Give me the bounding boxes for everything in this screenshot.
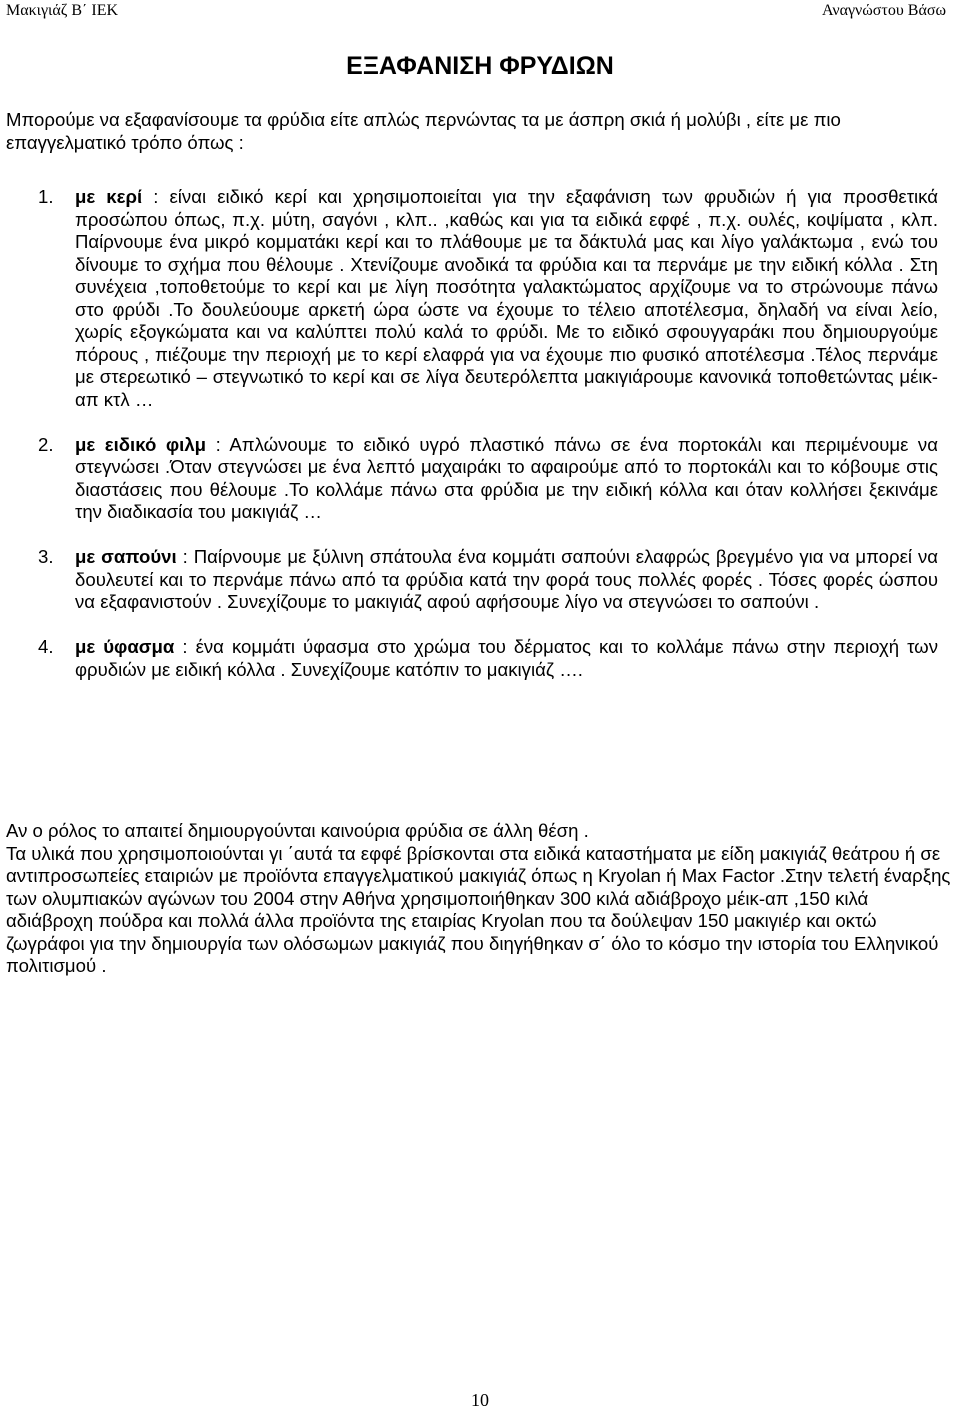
item-number: 2. [38, 433, 54, 455]
list-item [0, 434, 960, 524]
page-title: ΕΞΑΦΑΝΙΣΗ ΦΡΥΔΙΩΝ [346, 52, 614, 80]
item-text: : είναι ειδικό κερί και χρησιμοποιείται για την εξαφάνιση των φρυδιών ή για προσθετικά προσώπου όπως, π.χ. μύτη, σαγόνι , κλπ.. ,καθώς και για τα ειδικά εφφέ , π.χ. ουλές, κοψίματα , κλπ. Παίρνουμε ένα μικρό κομματάκι κερί και το πλάθουμε με τα δάκτυλά μας και λίγο γαλάκτωμα , ενώ του δίνουμε το σχήμα που θέλουμε . Χτενίζουμε ανοδικά τα φρύδια και τα περνάμε με την ειδική κόλλα . Στη συνέχεια ,τοποθετούμε το κερί και με λίγη ποσότητα γαλακτώματος αρχίζουμε να το στρώνουμε πάνω στο φρύδι .Το δουλεύουμε αρκετή ώρα ώστε να έχουμε το τέλειο αποτέλεσμα, δηλαδή να είναι λείο, χωρίς εξογκώματα και να καλύπτει πολύ καλά το φρύδι. Με το ειδικό σφουγγαράκι που δημιουργούμε πόρους , πιέζουμε την περιοχή με το κερί ελαφρά για να έχουμε πιο φυσικό αποτέλεσμα .Τέλος περνάμε με στερεωτικό – στεγνωτικό το κερί και σε λίγα δευτερόλεπτα μακιγιάρουμε κανονικά τοποθετώντας μέικ-απ κτλ … [75, 186, 938, 410]
item-term: με σαπούνι [75, 546, 177, 567]
intro-paragraph: Μπορούμε να εξαφανίσουμε τα φρύδια είτε απλώς περνώντας τα με άσπρη σκιά ή μολύβι , είτε με πιο επαγγελματικό τρόπο όπως : [6, 109, 841, 153]
list-item [0, 636, 960, 681]
page-number: 10 [471, 1390, 489, 1410]
item-number: 3. [38, 546, 54, 567]
method-list [0, 186, 960, 704]
item-number: 4. [38, 636, 54, 657]
header-course: Μακιγιάζ Β΄ ΙΕΚ [6, 2, 119, 19]
item-text: : Απλώνουμε το ειδικό υγρό πλαστικό πάνω σε ένα πορτοκάλι και περιμένουμε να στεγνώσει .Όταν στεγνώσει με ένα λεπτό μαχαιράκι το αφαιρούμε από το πορτοκάλι και το κόβουμε στις διαστάσεις που θέλουμε .Το κολλάμε πάνω στα φρύδια με την ειδική κόλλα και όταν κολλήσει ξεκινάμε την διαδικασία του μακιγιάζ … [75, 433, 938, 522]
closing-paragraph: Αν ο ρόλος το απαιτεί δημιουργούνται καινούρια φρύδια σε άλλη θέση . [6, 820, 589, 841]
closing-text [6, 820, 956, 978]
page-header [6, 2, 946, 24]
header-author: Αναγνώστου Βάσω [821, 2, 946, 19]
list-item [0, 186, 960, 411]
item-term: με κερί [75, 186, 143, 207]
item-term: με ειδικό φιλμ [75, 433, 207, 455]
item-text: : Παίρνουμε με ξύλινη σπάτουλα ένα κομμάτι σαπούνι ελαφρώς βρεγμένο για να μπορεί να δουλευτεί και το περνάμε πάνω από τα φρύδια κατά την φορά τους πολλές φορές . Τόσες φορές ώσπου να εξαφανιστούν . Συνεχίζουμε το μακιγιάζ αφού αφήσουμε λίγο να στεγνώσει το σαπούνι . [75, 546, 939, 612]
item-number: 1. [38, 186, 54, 207]
list-item [0, 546, 960, 614]
closing-paragraph: Τα υλικά που χρησιμοποιούνται γι ΄αυτά τα εφφέ βρίσκονται στα ειδικά καταστήματα με είδη μακιγιάζ θεάτρου ή σε αντιπροσωπείες εταιριών με προϊόντα επαγγελματικού μακιγιάζ όπως η Kryolan ή Max Factor .Στην τελετή έναρξης των ολυμπιακών αγώνων του 2004 στην Αθήνα χρησιμοποιήθηκαν 300 κιλά αδιάβροχο μέικ-απ ,150 κιλά αδιάβροχη πούδρα και πολλά άλλα προϊόντα της εταιρίας Kryolan που τα δούλεψαν 150 μακιγιέρ και οκτώ ζωγράφοι για την δημιουργία των ολόσωμων μακιγιάζ που διηγήθηκαν σ΄ όλο το κόσμο την ιστορία του Ελληνικού πολιτισμού . [6, 842, 951, 976]
item-term: με ύφασμα [75, 636, 175, 657]
item-text: : ένα κομμάτι ύφασμα στο χρώμα του δέρματος και το κολλάμε πάνω στην περιοχή των φρυδιών με ειδική κόλλα . Συνεχίζουμε κατόπιν το μακιγιάζ …. [75, 636, 938, 680]
